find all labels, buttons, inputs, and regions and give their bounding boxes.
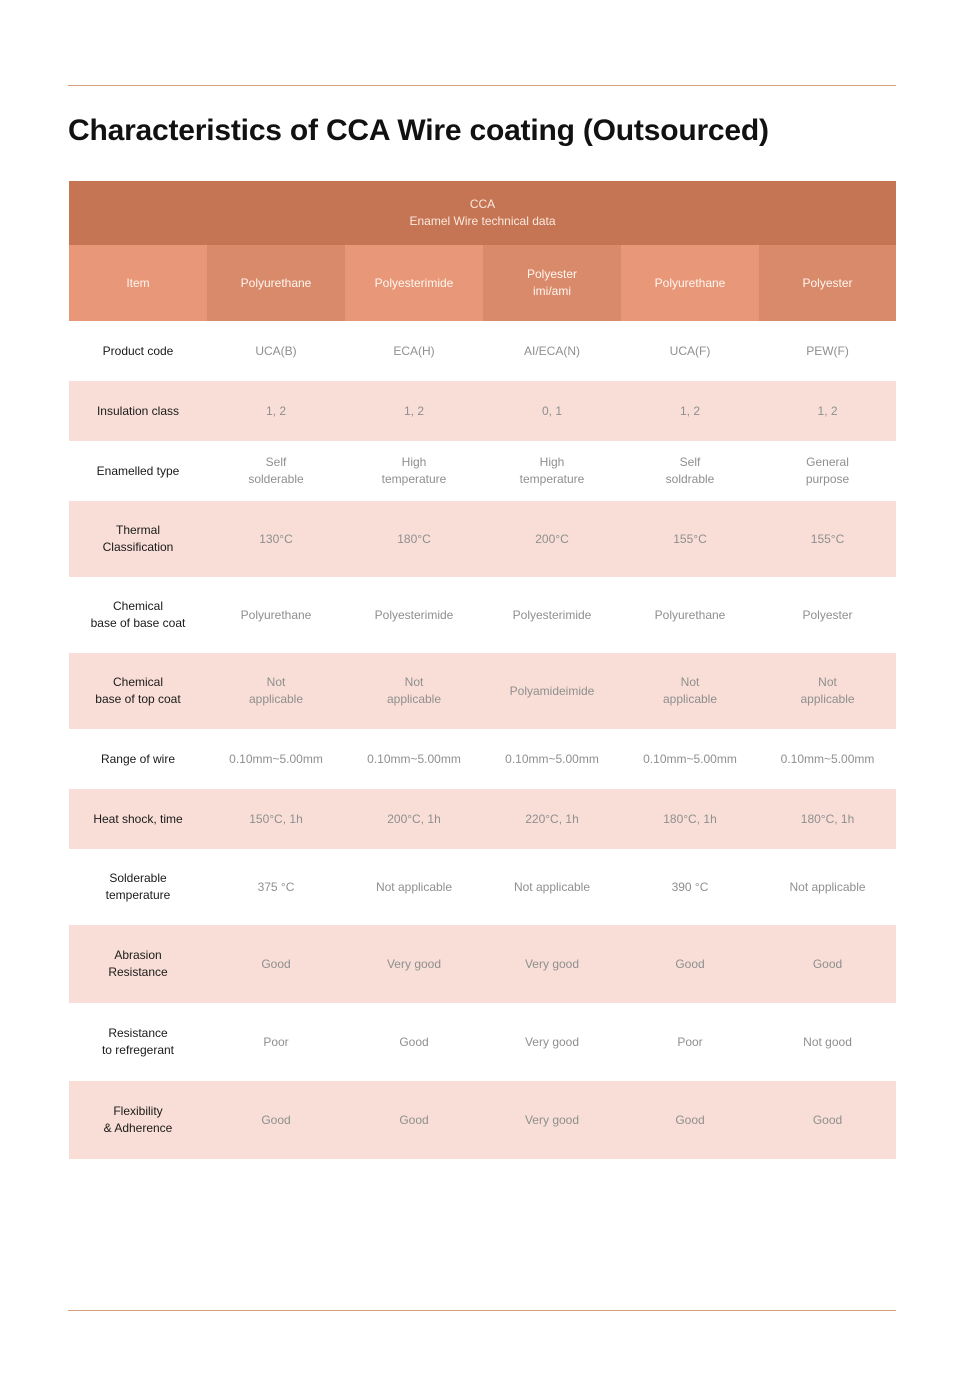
page-title: Characteristics of CCA Wire coating (Outsourced): [68, 114, 769, 147]
column-header-polyurethane-f: Polyurethane: [621, 245, 759, 321]
table-cell: Not applicable: [483, 849, 621, 925]
table-cell: Not good: [759, 1003, 896, 1081]
table-row: [69, 1081, 896, 1159]
table-cell: 1, 2: [345, 381, 483, 441]
row-label: Range of wire: [69, 729, 207, 789]
table-cell: 0, 1: [483, 381, 621, 441]
table-cell: PEW(F): [759, 321, 896, 381]
table-cell: Good: [207, 925, 345, 1003]
table-row: [69, 321, 896, 381]
table-cell: High temperature: [483, 441, 621, 501]
table-header-row: [69, 245, 896, 321]
table-cell: Poor: [207, 1003, 345, 1081]
table-cell: Poor: [621, 1003, 759, 1081]
column-header-polyurethane-b: Polyurethane: [207, 245, 345, 321]
table-cell: Very good: [483, 1003, 621, 1081]
table-cell: Not applicable: [759, 653, 896, 729]
column-header-polyester: Polyester: [759, 245, 896, 321]
table-cell: Not applicable: [207, 653, 345, 729]
row-label: Solderable temperature: [69, 849, 207, 925]
bottom-divider: [68, 1310, 896, 1311]
table-cell: 180°C, 1h: [621, 789, 759, 849]
table-cell: 0.10mm~5.00mm: [759, 729, 896, 789]
column-header-polyesterimide: Polyesterimide: [345, 245, 483, 321]
table-cell: Polyurethane: [207, 577, 345, 653]
table-cell: Polyamideimide: [483, 653, 621, 729]
table-cell: Good: [621, 925, 759, 1003]
table-cell: Good: [759, 925, 896, 1003]
table-cell: 1, 2: [207, 381, 345, 441]
column-header-item: Item: [69, 245, 207, 321]
table-cell: AI/ECA(N): [483, 321, 621, 381]
table-body: [69, 321, 896, 1159]
table-cell: Self solderable: [207, 441, 345, 501]
table-cell: Polyesterimide: [345, 577, 483, 653]
table-row: [69, 925, 896, 1003]
row-label: Enamelled type: [69, 441, 207, 501]
table-cell: Not applicable: [345, 849, 483, 925]
table-cell: Polyurethane: [621, 577, 759, 653]
table-cell: Very good: [483, 1081, 621, 1159]
table-cell: 200°C: [483, 501, 621, 577]
top-divider: [68, 85, 896, 86]
table-row: [69, 381, 896, 441]
row-label: Abrasion Resistance: [69, 925, 207, 1003]
table-cell: 220°C, 1h: [483, 789, 621, 849]
table-cell: Not applicable: [759, 849, 896, 925]
table-cell: 180°C: [345, 501, 483, 577]
table-row: [69, 577, 896, 653]
table-cell: General purpose: [759, 441, 896, 501]
row-label: Thermal Classification: [69, 501, 207, 577]
table-cell: 150°C, 1h: [207, 789, 345, 849]
table-row: [69, 1003, 896, 1081]
table-cell: 375 °C: [207, 849, 345, 925]
table-row: [69, 441, 896, 501]
table-cell: 1, 2: [621, 381, 759, 441]
table-cell: UCA(B): [207, 321, 345, 381]
table-cell: Good: [759, 1081, 896, 1159]
table-cell: 0.10mm~5.00mm: [345, 729, 483, 789]
table-cell: Good: [345, 1003, 483, 1081]
table-cell: 130°C: [207, 501, 345, 577]
characteristics-table: [69, 181, 896, 1159]
table-row: [69, 501, 896, 577]
table-banner: CCA Enamel Wire technical data: [69, 181, 896, 245]
table-banner-row: [69, 181, 896, 245]
row-label: Flexibility & Adherence: [69, 1081, 207, 1159]
table-row: [69, 849, 896, 925]
table-cell: Not applicable: [345, 653, 483, 729]
row-label: Insulation class: [69, 381, 207, 441]
column-header-polyester-imi-ami: Polyester imi/ami: [483, 245, 621, 321]
table-row: [69, 789, 896, 849]
table-cell: Polyesterimide: [483, 577, 621, 653]
table-cell: Very good: [345, 925, 483, 1003]
table-cell: Good: [207, 1081, 345, 1159]
table-cell: 0.10mm~5.00mm: [621, 729, 759, 789]
table-row: [69, 729, 896, 789]
table-row: [69, 653, 896, 729]
row-label: Resistance to refregerant: [69, 1003, 207, 1081]
table-cell: 155°C: [621, 501, 759, 577]
row-label: Heat shock, time: [69, 789, 207, 849]
table-cell: 0.10mm~5.00mm: [207, 729, 345, 789]
table-cell: Good: [345, 1081, 483, 1159]
table-cell: Very good: [483, 925, 621, 1003]
table-cell: 180°C, 1h: [759, 789, 896, 849]
row-label: Product code: [69, 321, 207, 381]
table-cell: UCA(F): [621, 321, 759, 381]
table-cell: Good: [621, 1081, 759, 1159]
table-cell: 200°C, 1h: [345, 789, 483, 849]
table-cell: 0.10mm~5.00mm: [483, 729, 621, 789]
table-cell: High temperature: [345, 441, 483, 501]
table-cell: 155°C: [759, 501, 896, 577]
table-cell: 1, 2: [759, 381, 896, 441]
row-label: Chemical base of base coat: [69, 577, 207, 653]
table-cell: ECA(H): [345, 321, 483, 381]
table-cell: Not applicable: [621, 653, 759, 729]
table-cell: 390 °C: [621, 849, 759, 925]
table-cell: Polyester: [759, 577, 896, 653]
row-label: Chemical base of top coat: [69, 653, 207, 729]
table-cell: Self soldrable: [621, 441, 759, 501]
